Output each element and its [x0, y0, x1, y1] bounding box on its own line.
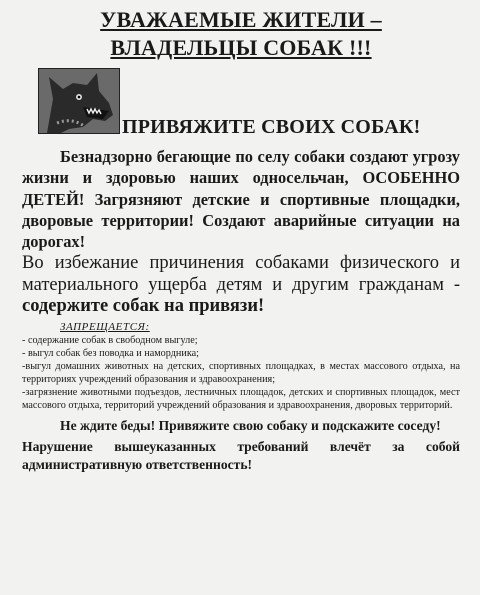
warning-paragraph: Нарушение вышеуказанных требований влечёт за собой административную ответственность!: [22, 439, 460, 472]
forbidden-item: - содержание собак в свободном выгуле;: [22, 334, 198, 346]
angry-dog-image: [38, 68, 120, 134]
dog-head-icon: [39, 69, 119, 133]
forbidden-title: ЗАПРЕЩАЕТСЯ:: [60, 320, 150, 333]
call-title: ПРИВЯЖИТЕ СВОИХ СОБАК!: [122, 116, 421, 138]
forbidden-item: -выгул домашних животных на детских, спортивных площадках, в местах массового отдыха, на территориях учреждений образования и здравоохранения;: [22, 361, 460, 386]
heading-line-1: УВАЖАЕМЫЕ ЖИТЕЛИ –: [100, 7, 382, 32]
title-row: [22, 66, 460, 144]
forbidden-list: [22, 334, 460, 413]
intro-paragraph: Безнадзорно бегающие по селу собаки создают угрозу жизни и здоровью наших односельчан, ОСОБЕННО ДЕТЕЙ! Загрязняют детские и спортивные площадки, дворовые территории! Создают аварийные ситуации на дорогах!: [22, 147, 460, 252]
appeal-paragraph: Не ждите беды! Привяжите свою собаку и подскажите соседу!: [60, 417, 441, 433]
prevention-text: Во избежание причинения собаками физического и материального ущерба детям и другим гражданам -: [22, 253, 460, 295]
heading-line-2: ВЛАДЕЛЬЦЫ СОБАК !!!: [110, 35, 372, 60]
prevention-emphasis: содержите собак на привязи!: [22, 296, 265, 317]
forbidden-item: -загрязнение животными подъездов, лестничных площадок, детских и спортивных площадок, мест массового отдыха, территорий учреждений образования и здравоохранения, дворовых территорий.: [22, 387, 460, 412]
forbidden-item: - выгул собак без поводка и намордника;: [22, 348, 199, 360]
prevention-paragraph: [22, 253, 460, 318]
